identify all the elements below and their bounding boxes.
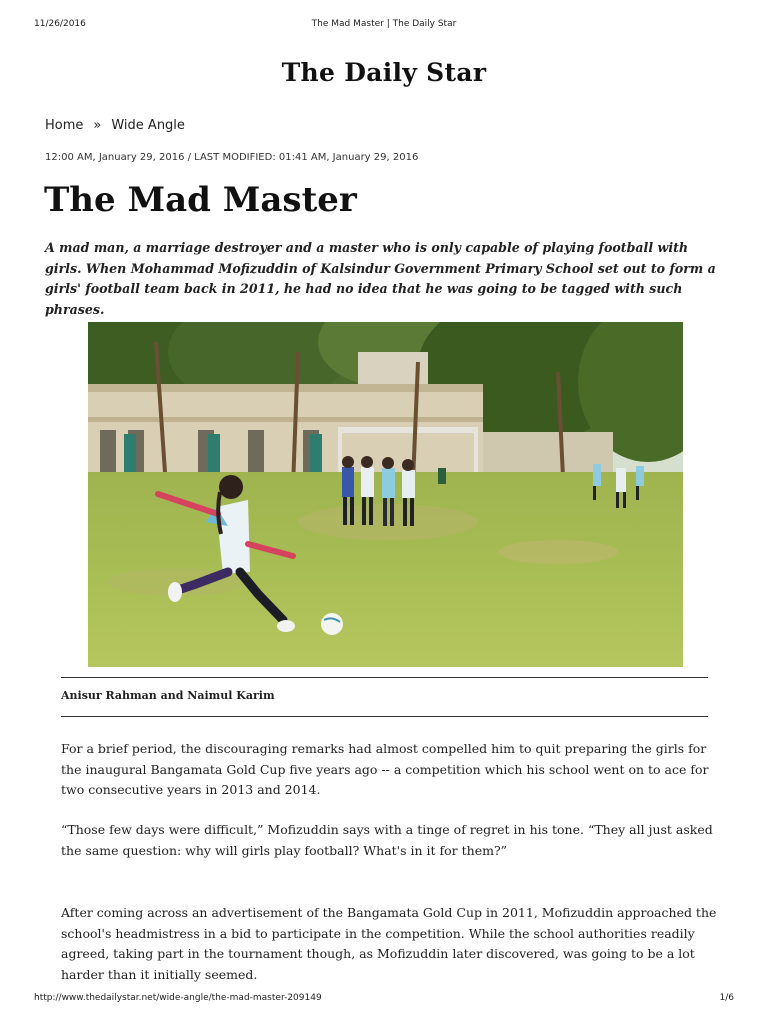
article-paragraph: For a brief period, the discouraging remarks had almost compelled him to quit preparing the girls for the inaugural Bangamata Gold Cup five years ago -- a competition which his school went on to ace for two consecutive years in 2013 and 2014. [61,741,709,797]
chevron-right-icon: » [93,118,102,133]
article-headline: The Mad Master [44,180,357,220]
print-date: 11/26/2016 [34,19,86,29]
breadcrumb-home-link[interactable]: Home [45,118,84,133]
article-timestamp: 12:00 AM, January 29, 2016 / LAST MODIFIED: 01:41 AM, January 29, 2016 [45,152,419,163]
print-page-number: 1/6 [719,993,734,1003]
print-page-title: The Mad Master | The Daily Star [311,19,457,29]
article-paragraph: “Those few days were difficult,” Mofizuddin says with a tinge of regret in his tone. “They all just asked the same question: why will girls play football? What's in it for them?” [61,822,713,858]
article-byline: Anisur Rahman and Naimul Karim [61,689,275,702]
breadcrumb-section-link[interactable]: Wide Angle [111,118,185,133]
byline-bottom-divider [61,716,708,717]
article-photo [88,322,683,667]
article-paragraph: After coming across an advertisement of the Bangamata Gold Cup in 2011, Mofizuddin approached the school's headmistress in a bid to participate in the competition. While the school authorities readily agreed, taking part in the tournament though, as Mofizuddin later discovered, was going to be a lot harder than it initially seemed. [61,905,717,982]
daily-star-logo[interactable]: The Daily Star [281,58,487,87]
breadcrumb [45,118,185,133]
article-standfirst: A mad man, a marriage destroyer and a master who is only capable of playing football with girls. When Mohammad Mofizuddin of Kalsindur Government Primary School set out to form a girls' football team back in 2011, he had no idea that he was going to be tagged with such phrases. [45,240,716,317]
byline-top-divider [61,677,708,678]
print-footer-url: http://www.thedailystar.net/wide-angle/the-mad-master-209149 [34,993,322,1003]
